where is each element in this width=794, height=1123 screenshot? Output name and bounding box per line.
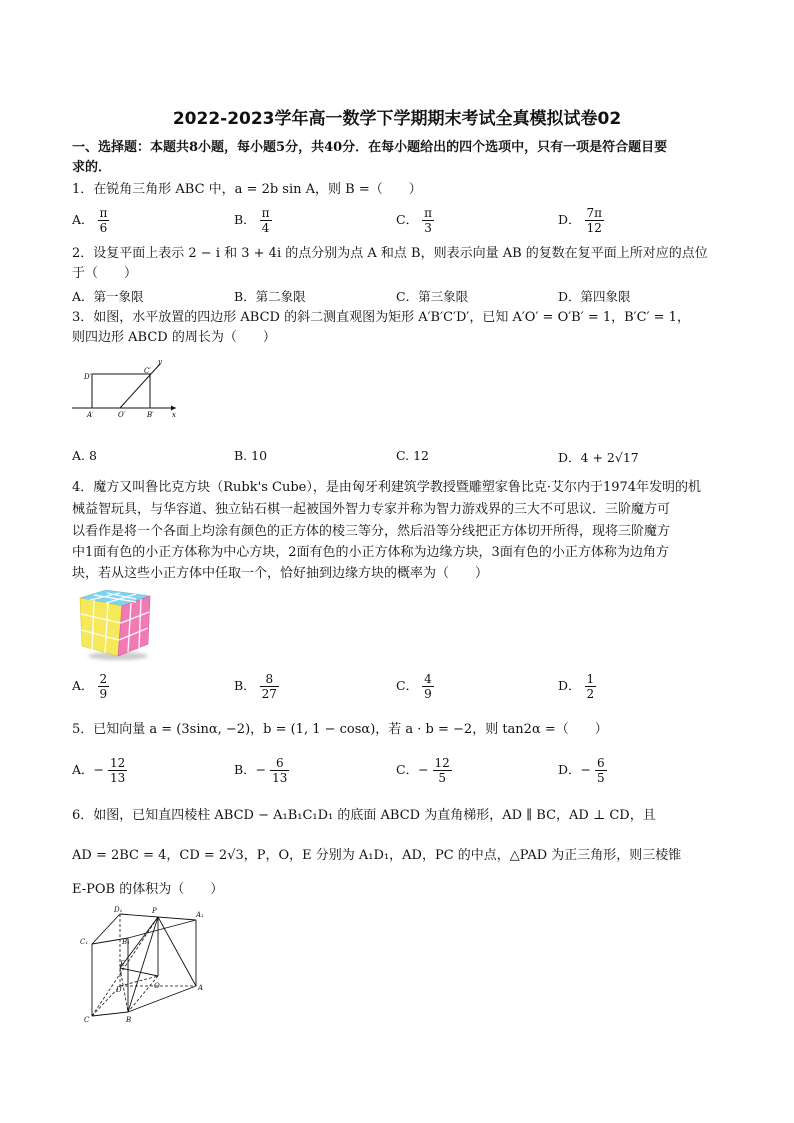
q3-option-a[interactable]: A. 8: [72, 448, 97, 463]
q2-option-c[interactable]: C．第三象限: [396, 289, 469, 304]
q3-label-d: D′: [84, 373, 92, 381]
q5-option-a[interactable]: A．− $\frac{12}{13}$: [72, 756, 126, 785]
section-heading-cont: 求的．: [72, 160, 112, 175]
question-4-line-5: 块，若从这些小正方体中任取一个，恰好抽到边缘方块的概率为（ ）: [72, 566, 489, 581]
q1-option-c[interactable]: C． $\frac{\pi}{3}$: [396, 206, 432, 235]
question-4-line-4: 中1面有色的小正方体称为中心方块，2面有色的小正方体称为边缘方块，3面有色的小正方体称为边角方: [72, 545, 669, 560]
q5-option-c[interactable]: C．− $\frac{12}{5}$: [396, 756, 450, 785]
q2-option-d[interactable]: D．第四象限: [558, 289, 631, 304]
q6-prism-figure: [76, 904, 208, 1026]
q3-label-a: A′: [87, 411, 94, 419]
q6-label-a1: A₁: [196, 911, 204, 919]
q1-option-b[interactable]: B． $\frac{\pi}{4}$: [234, 206, 270, 235]
q6-label-b1: B₁: [122, 938, 130, 946]
q3-figure: [72, 360, 182, 422]
rubiks-cube-image: [76, 586, 152, 662]
q3-label-o: O′: [118, 411, 126, 419]
q6-label-o: O: [154, 982, 160, 990]
q3-label-x: x: [172, 411, 176, 419]
q4-option-a[interactable]: A． $\frac{2}{9}$: [72, 672, 108, 701]
q3-option-c[interactable]: C. 12: [396, 448, 429, 463]
q4-option-c[interactable]: C． $\frac{4}{9}$: [396, 672, 432, 701]
question-3-stem-cont: 则四边形 ABCD 的周长为（ ）: [72, 330, 276, 345]
q6-label-c1: C₁: [80, 938, 89, 946]
q3-option-b[interactable]: B. 10: [234, 448, 268, 463]
q6-label-c: C: [84, 1016, 90, 1024]
q4-option-d[interactable]: D． $\frac{1}{2}$: [558, 672, 595, 701]
q6-label-e: E: [120, 960, 126, 968]
question-3-stem: 3．如图，水平放置的四边形 ABCD 的斜二测直观图为矩形 A′B′C′D′，已知 A′O′ = O′B′ = 1，B′C′ = 1，: [72, 310, 690, 325]
q4-option-b[interactable]: B． $\frac{8}{27}$: [234, 672, 277, 701]
q2-option-a[interactable]: A．第一象限: [72, 289, 144, 304]
question-5-stem: 5．已知向量 a = (3sinα, −2)，b = (1, 1 − cosα)，若 a · b = −2，则 tan2α =（ ）: [72, 722, 608, 737]
question-6-line-1: 6．如图，已知直四棱柱 ABCD − A₁B₁C₁D₁ 的底面 ABCD 为直角梯形，AD ∥ BC，AD ⊥ CD，且: [72, 808, 656, 823]
q3-option-d[interactable]: D．4 + 2√17: [558, 450, 639, 465]
q6-label-d1: D₁: [114, 906, 123, 914]
q5-option-d[interactable]: D．− $\frac{6}{5}$: [558, 756, 605, 785]
q1-option-a[interactable]: A． $\frac{\pi}{6}$: [72, 206, 108, 235]
question-1-stem: 1．在锐角三角形 ABC 中，a = 2b sin A，则 B =（ ）: [72, 182, 422, 197]
q3-label-y: y′: [158, 360, 164, 366]
question-4-line-1: 4．魔方又叫鲁比克方块（Rubk's Cube），是由匈牙利建筑学教授暨雕塑家鲁比克·艾尔内于1974年发明的机: [72, 480, 702, 495]
question-6-line-3: E-POB 的体积为（ ）: [72, 882, 224, 897]
question-2-stem-cont: 于（ ）: [72, 266, 138, 281]
question-4-line-2: 械益智玩具，与华容道、独立钻石棋一起被国外智力专家并称为智力游戏界的三大不可思议．三阶魔方可: [72, 502, 671, 517]
q6-label-a: A: [198, 984, 204, 992]
q6-label-p: P: [152, 907, 157, 915]
page-title: 2022-2023学年高一数学下学期期末考试全真模拟试卷02: [172, 109, 622, 129]
q3-label-c: C′: [144, 367, 151, 375]
q3-label-b: B′: [147, 411, 154, 419]
q1-option-d[interactable]: D． $\frac{7\pi}{12}$: [558, 206, 603, 235]
question-2-stem: 2．设复平面上表示 2 − i 和 3 + 4i 的点分别为点 A 和点 B，则表示向量 AB 的复数在复平面上所对应的点位: [72, 246, 708, 261]
q6-label-d: D: [116, 986, 122, 994]
q2-option-b[interactable]: B．第二象限: [234, 289, 306, 304]
q5-option-b[interactable]: B．− $\frac{6}{13}$: [234, 756, 288, 785]
q6-label-b: B: [126, 1016, 132, 1024]
section-heading: 一、选择题：本题共8小题，每小题5分，共40分．在每小题给出的四个选项中，只有一项是符合题目要: [72, 140, 668, 155]
question-4-line-3: 以看作是将一个各面上均涂有颜色的正方体的棱三等分，然后沿等分线把正方体切开所得，现将三阶魔方: [72, 524, 671, 539]
question-6-line-2: AD = 2BC = 4，CD = 2√3，P，O，E 分别为 A₁D₁，AD，PC 的中点，△PAD 为正三角形，则三棱锥: [72, 848, 682, 863]
